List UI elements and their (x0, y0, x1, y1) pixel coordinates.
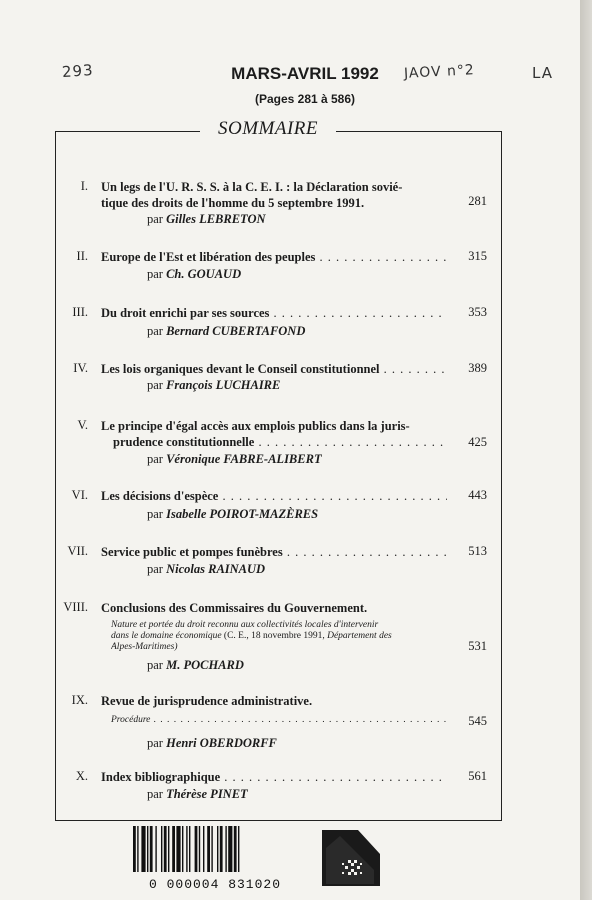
entry-title: Le principe d'égal accès aux emplois publics dans la juris- prudence constitutionnelle . . . (101, 418, 447, 450)
barcode-bar (182, 826, 183, 872)
entry-author: par Ch. GOUAUD (147, 267, 242, 281)
handwritten-note-right: LA (532, 64, 553, 82)
entry-note: Nature et portée du droit reconnu aux collectivités locales d'intervenir dans le domaine économique (C. E., 18 novembre 1991, Département des Alpes-Maritimes) (111, 620, 392, 652)
publisher-logo-icon (318, 826, 384, 890)
entry-page: 315 (468, 249, 487, 263)
barcode-bar (217, 826, 218, 872)
barcode-bar (220, 826, 223, 872)
entry-title: Du droit enrichi par ses sources . . . (101, 305, 447, 321)
entry-page: 561 (468, 769, 487, 783)
barcode-bar (186, 826, 187, 872)
entry-title: Les décisions d'espèce . . . (101, 488, 447, 504)
entry-number: III. (72, 305, 88, 319)
entry-author: par Nicolas RAINAUD (147, 562, 266, 576)
entry-number: VIII. (63, 600, 88, 614)
issue-title: MARS-AVRIL 1992 (231, 64, 379, 83)
barcode-bar (234, 826, 237, 872)
sommaire-heading: SOMMAIRE (200, 118, 336, 144)
barcode-bar (203, 826, 204, 872)
barcode-bar (150, 826, 153, 872)
entry-number: V. (77, 418, 88, 432)
page-edge (580, 0, 592, 900)
barcode-bar (225, 826, 226, 872)
entry-author: par M. POCHARD (147, 658, 244, 672)
barcode-bar (168, 826, 169, 872)
entry-note: Procédure . . . (111, 715, 447, 726)
entry-number: X. (75, 769, 88, 783)
barcode-bar (164, 826, 167, 872)
entry-page: 513 (468, 544, 487, 558)
entry-title: Un legs de l'U. R. S. S. à la C. E. I. : la Déclaration sovié- tique des droits de l'homme du 5 septembre 1991. (101, 180, 403, 210)
barcode-bar (172, 826, 175, 872)
entry-title: Index bibliographique . . . (101, 769, 447, 785)
barcode-bar (228, 826, 232, 872)
entry-number: II. (76, 249, 88, 263)
barcode-bar (238, 826, 239, 872)
barcode-bar (147, 826, 148, 872)
barcode-bar (211, 826, 212, 872)
barcode-bar (176, 826, 180, 872)
barcode-bar (137, 826, 138, 872)
entry-number: VI. (71, 488, 88, 502)
entry-author: par Henri OBERDORFF (147, 736, 277, 750)
entry-page: 443 (468, 488, 487, 502)
barcode (127, 824, 303, 892)
barcode-bar (133, 826, 136, 872)
entry-page: 531 (468, 639, 487, 653)
entry-author: par Thérèse PINET (147, 787, 248, 801)
entry-number: IV. (73, 361, 88, 375)
entry-title: Revue de jurisprudence administrative. (101, 694, 313, 708)
entry-author: par Véronique FABRE-ALIBERT (147, 452, 322, 466)
entry-author: par François LUCHAIRE (147, 378, 281, 392)
barcode-bar (189, 826, 190, 872)
entry-page: 281 (468, 194, 487, 208)
handwritten-note-left: 293 (61, 60, 95, 82)
entry-page: 425 (468, 435, 487, 449)
entry-author: par Isabelle POIROT-MAZÈRES (147, 507, 319, 521)
barcode-bar (199, 826, 200, 872)
barcode-bar (155, 826, 156, 872)
barcode-bar (207, 826, 210, 872)
entry-author: par Bernard CUBERTAFOND (147, 324, 306, 338)
barcode-bar (141, 826, 145, 872)
entry-title: Les lois organiques devant le Conseil constitutionnel . . . (101, 361, 447, 377)
entry-number: I. (80, 179, 88, 193)
entry-page: 389 (468, 361, 487, 375)
entry-number: IX. (71, 693, 88, 707)
entry-title: Service public et pompes funèbres . . . (101, 544, 447, 560)
entry-title: Conclusions des Commissaires du Gouvernement. (101, 601, 368, 615)
entry-page: 545 (468, 714, 487, 728)
issue-page-range: (Pages 281 à 586) (254, 92, 356, 106)
handwritten-note-middle: JAOV n°2 (403, 62, 476, 82)
barcode-bar (161, 826, 162, 872)
entry-number: VII. (67, 544, 88, 558)
entry-author: par Gilles LEBRETON (147, 212, 266, 226)
entry-page: 353 (468, 305, 487, 319)
entry-title: Europe de l'Est et libération des peuples . . . (101, 249, 447, 265)
barcode-bar (195, 826, 198, 872)
barcode-digits: 0 000004 831020 (148, 877, 282, 892)
